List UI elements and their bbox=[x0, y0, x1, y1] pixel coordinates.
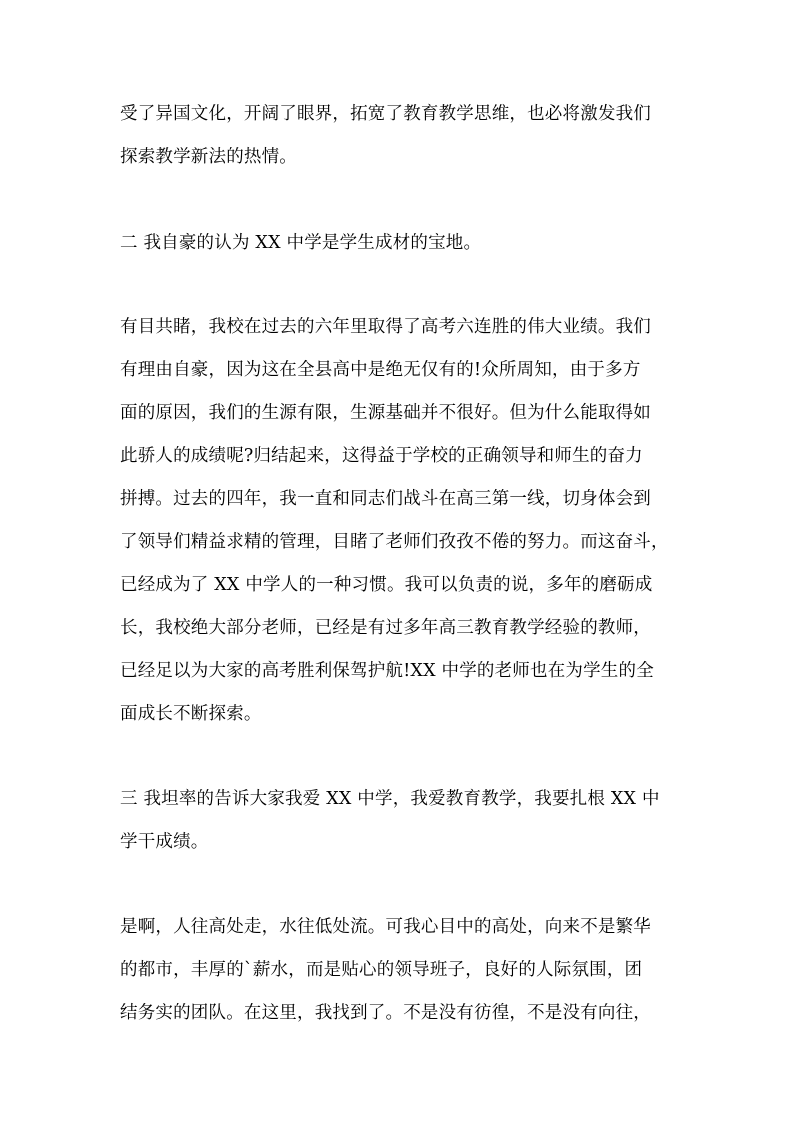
paragraph-1-line-1: 受了异国文化，开阔了眼界，拓宽了教育教学思维，也必将激发我们 bbox=[120, 104, 651, 124]
paragraph-5-line-1: 是啊，人往高处走，水往低处流。可我心目中的高处，向来不是繁华 bbox=[120, 917, 651, 937]
paragraph-3-line-3: 面的原因，我们的生源有限，生源基础并不很好。但为什么能取得如 bbox=[120, 403, 651, 423]
paragraph-3-line-8: 长，我校绝大部分老师，已经是有过多年高三教育教学经验的教师， bbox=[120, 618, 651, 638]
paragraph-3-line-10: 面成长不断探索。 bbox=[120, 704, 262, 724]
paragraph-3-line-7: 已经成为了 XX 中学人的一种习惯。我可以负责的说，多年的磨砺成 bbox=[120, 575, 653, 595]
paragraph-3-line-4: 此骄人的成绩呢?归结起来，这得益于学校的正确领导和师生的奋力 bbox=[120, 446, 643, 466]
paragraph-3-line-6: 了领导们精益求精的管理，目睹了老师们孜孜不倦的努力。而这奋斗， bbox=[120, 532, 669, 552]
paragraph-3-line-9: 已经足以为大家的高考胜利保驾护航!XX 中学的老师也在为学生的全 bbox=[120, 661, 654, 681]
section-heading-2: 二 我自豪的认为 XX 中学是学生成材的宝地。 bbox=[120, 233, 482, 253]
section-heading-3-line-1: 三 我坦率的告诉大家我爱 XX 中学，我爱教育教学，我要扎根 XX 中 bbox=[120, 789, 660, 809]
paragraph-1-line-2: 探索教学新法的热情。 bbox=[120, 147, 297, 167]
paragraph-5-line-3: 结务实的团队。在这里，我找到了。不是没有彷徨，不是没有向往， bbox=[120, 1003, 651, 1023]
section-heading-3-line-2: 学干成绩。 bbox=[120, 832, 209, 852]
paragraph-5-line-2: 的都市，丰厚的`薪水，而是贴心的领导班子，良好的人际氛围，团 bbox=[120, 960, 643, 980]
paragraph-3-line-2: 有理由自豪，因为这在全县高中是绝无仅有的!众所周知，由于多方 bbox=[120, 360, 641, 380]
paragraph-3-line-1: 有目共睹，我校在过去的六年里取得了高考六连胜的伟大业绩。我们 bbox=[120, 317, 651, 337]
paragraph-3-line-5: 拼搏。过去的四年，我一直和同志们战斗在高三第一线，切身体会到 bbox=[120, 489, 651, 509]
